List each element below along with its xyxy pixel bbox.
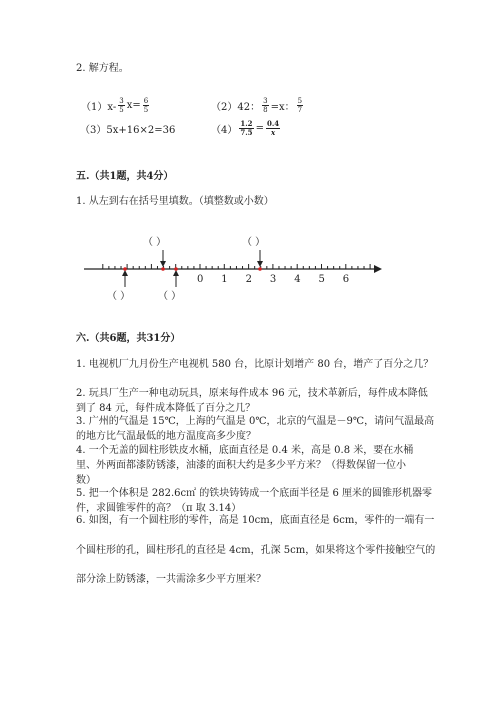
question-6-line-3: 部分涂上防锈漆，一共需涂多少平方厘米？ — [76, 574, 266, 585]
question-3-line-1: 3. 广州的气温是 15℃，上海的气温是 0℃，北京的气温是－9℃，请问气温最高 — [76, 416, 435, 427]
eq4-mid: = — [255, 123, 264, 134]
blank-top-left: （ ） — [143, 237, 167, 248]
question-6-line-1: 6. 如图，有一个圆柱形的零件，高是 10cm，底面直径是 6cm，零件的一端有一 — [76, 515, 435, 526]
eq2-fraction-2: $\frac{5}{7}$ — [297, 97, 303, 114]
marker-point-4 — [258, 267, 262, 271]
marker-point-1 — [123, 267, 127, 271]
question-2-line-2: 到了 84 元，每件成本降低了百分之几？ — [76, 403, 256, 414]
eq1-fraction-1: $\frac{3}{5}$ — [119, 97, 124, 114]
section5-question-1: 1. 从左到右在括号里填数。（填整数或小数） — [76, 196, 274, 207]
eq2-mid: =x： — [270, 102, 295, 113]
tick-label: 3 — [269, 274, 277, 285]
tick-label: 6 — [342, 274, 350, 285]
tick-label: 1 — [221, 274, 228, 285]
eq1-label: （1）x- — [81, 102, 117, 113]
question-6-line-2: 个圆柱形的孔，圆柱形孔的直径是 4cm，孔深 5cm，如果将这个零件接触空气的 — [76, 545, 436, 556]
section2-heading: 2. 解方程。 — [76, 63, 129, 74]
blank-bottom-left: （ ） — [107, 291, 131, 302]
question-4-line-1: 4. 一个无盖的圆柱形铁皮水桶，底面直径是 0.4 米，高是 0.8 米，要在水桶 — [76, 445, 414, 456]
marker-point-2 — [161, 267, 165, 271]
tick-label: 2 — [245, 274, 252, 285]
blank-top-right: （ ） — [242, 237, 266, 248]
question-4-line-2: 里、外两面都漆防锈漆，油漆的面积大约是多少平方米？（得数保留一位小 — [76, 460, 406, 471]
tick-label: 0 — [197, 274, 204, 285]
tick-label: 5 — [318, 274, 325, 285]
question-4-line-3: 数） — [76, 475, 96, 486]
blank-bottom-right: （ ） — [158, 291, 182, 302]
equation-3: （3）5x+16×2=36 — [80, 125, 176, 136]
question-1: 1. 电视机厂九月份生产电视机 580 台，比原计划增产 80 台，增产了百分之几？ — [76, 359, 434, 370]
eq1-mid: x= — [126, 100, 141, 111]
eq2-fraction-1: $\frac{3}{8}$ — [263, 97, 268, 114]
question-5-line-1: 5. 把一个体积是 282.6c㎡ 的铁块铸铸成一个底面半径是 6 厘米的圆锥形机器零 — [76, 488, 433, 499]
eq4-fraction-1: $\frac{1.2}{7.5}$ — [240, 119, 253, 137]
eq4-fraction-2: $\frac{0.4}{x}$ — [266, 119, 280, 137]
section5-heading: 五.（共1题，共4分） — [76, 171, 174, 182]
eq2-label: （2）42： — [211, 102, 261, 113]
marker-point-3 — [174, 267, 178, 271]
tick-label: 4 — [294, 274, 301, 285]
question-5-line-2: 件，求圆锥零件的高？（π 取 3.14） — [76, 503, 242, 514]
eq4-label: （4） — [211, 125, 238, 136]
question-2-line-1: 2. 玩具厂生产一种电动玩具，原来每件成本 96 元，技术革新后，每件成本降低 — [76, 388, 428, 399]
question-3-line-2: 的地方比气温最低的地方温度高多少度？ — [76, 431, 256, 442]
section6-heading: 六.（共6题，共31分） — [76, 333, 181, 344]
eq1-fraction-2: $\frac{6}{5}$ — [143, 97, 149, 114]
